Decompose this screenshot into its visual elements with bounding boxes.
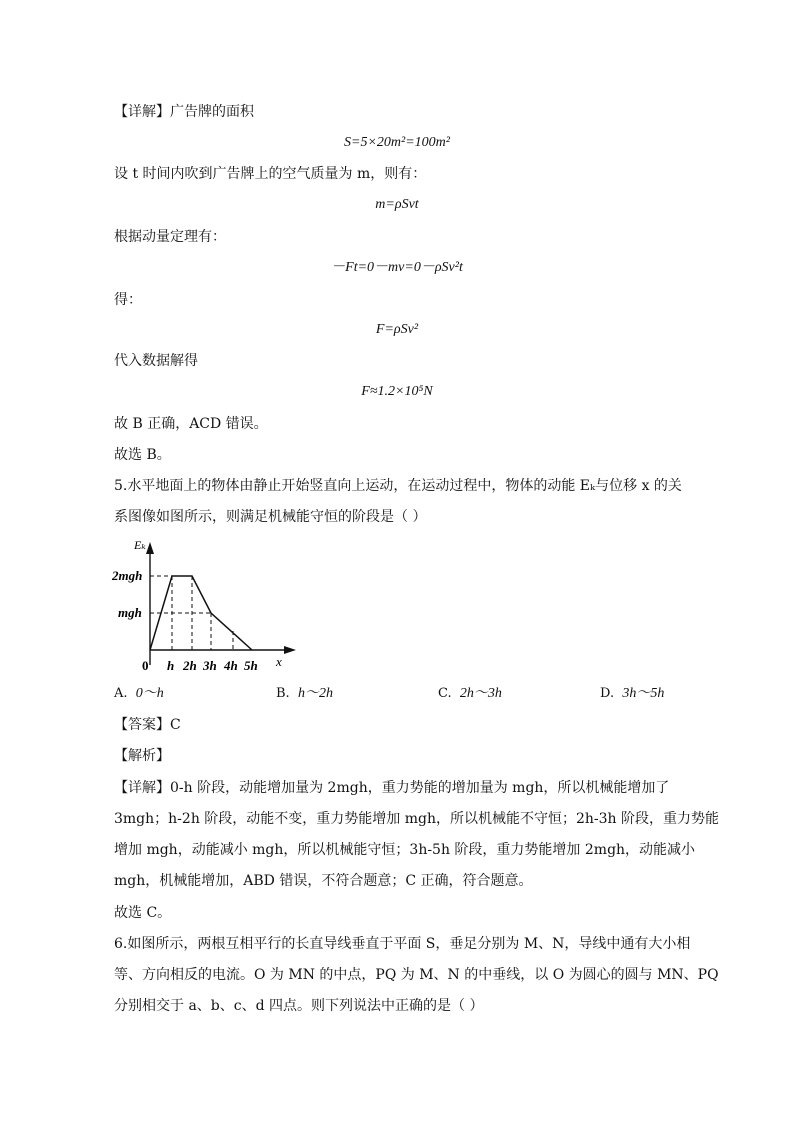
text-line: 故 B 正确，ACD 错误。: [114, 416, 268, 432]
question-stem: 5.水平地面上的物体由静止开始竖直向上运动，在运动过程中，物体的动能 Eₖ与位移 x 的关: [114, 478, 682, 494]
question-stem: 系图像如图所示，则满足机械能守恒的阶段是（ ）: [114, 509, 427, 525]
answer-line: [114, 715, 181, 735]
ek-x-graph: [110, 532, 300, 677]
question-stem: 分别相交于 a、b、c、d 四点。则下列说法中正确的是（ ）: [114, 998, 484, 1014]
equation-force: F=ρSv²: [375, 322, 419, 337]
x-tick-h: h: [167, 658, 175, 673]
question-stem: 等、方向相反的电流。O 为 MN 的中点，PQ 为 M、N 的中垂线，以 O 为圆心的圆与 MN、PQ: [114, 967, 719, 983]
detail-line: [114, 102, 254, 122]
x-tick-3h: 3h: [203, 658, 217, 673]
text-line: 根据动量定理有：: [114, 229, 226, 245]
option-b-value: h～2h: [297, 686, 333, 701]
option-d-label: D.: [600, 686, 615, 701]
equation-momentum: －Ft=0－mv=0－ρSv²t: [331, 260, 463, 275]
y-axis-arrow: [146, 542, 154, 554]
option-c-value: 2h～3h: [459, 686, 502, 701]
x-axis-label: x: [276, 654, 282, 669]
detail-line: mgh，机械能增加，ABD 错误，不符合题意；C 正确，符合题意。: [114, 873, 533, 889]
detail-label: 【详解】: [114, 104, 170, 120]
equation-area: S=5×20m²=100m²: [344, 135, 450, 150]
option-a-label: A.: [114, 686, 128, 701]
y-tick-mgh: mgh: [118, 605, 142, 620]
answer-value: C: [170, 717, 181, 733]
equation-result: F≈1.2×10⁵N: [361, 384, 433, 399]
option-c: [438, 684, 502, 704]
y-tick-2mgh: 2mgh: [112, 568, 143, 583]
text-line: 得：: [114, 292, 142, 308]
option-a: [114, 684, 164, 704]
answer-label: 【答案】: [114, 717, 170, 733]
text-line: 故选 B。: [114, 447, 171, 463]
detail-line: 增加 mgh，动能减小 mgh，所以机械能守恒；3h-5h 阶段，重力势能增加 2mgh，动能减小: [114, 842, 696, 858]
detail-line: [114, 778, 669, 798]
text-line: 设 t 时间内吹到广告牌上的空气质量为 m，则有：: [114, 166, 427, 182]
question-stem: 6.如图所示，两根互相平行的长直导线垂直于平面 S，垂足分别为 M、N，导线中通有大小相: [114, 936, 691, 952]
conclusion-line: 故选 C。: [114, 905, 172, 921]
option-a-value: 0～h: [135, 686, 164, 701]
y-axis-label: Eₖ: [134, 538, 146, 552]
x-tick-2h: 2h: [183, 658, 197, 673]
detail-text: 0-h 阶段，动能增加量为 2mgh，重力势能的增加量为 mgh，所以机械能增加了: [170, 780, 670, 796]
option-d: [600, 684, 664, 704]
option-b: [276, 684, 333, 704]
detail-line: 3mgh；h-2h 阶段，动能不变，重力势能增加 mgh，所以机械能不守恒；2h-3h 阶段，重力势能: [114, 811, 720, 827]
option-c-label: C.: [438, 686, 452, 701]
x-axis-arrow: [284, 646, 296, 654]
text-line: 代入数据解得: [114, 353, 198, 369]
x-tick-5h: 5h: [244, 658, 258, 673]
detail-text: 广告牌的面积: [170, 104, 254, 120]
option-d-value: 3h～5h: [622, 686, 665, 701]
x-tick-4h: 4h: [224, 658, 238, 673]
option-b-label: B.: [276, 686, 290, 701]
x-tick-0: 0: [142, 658, 149, 673]
equation-mass: m=ρSvt: [375, 197, 419, 212]
analysis-label: 【解析】: [114, 748, 170, 764]
detail-label: 【详解】: [114, 780, 170, 796]
